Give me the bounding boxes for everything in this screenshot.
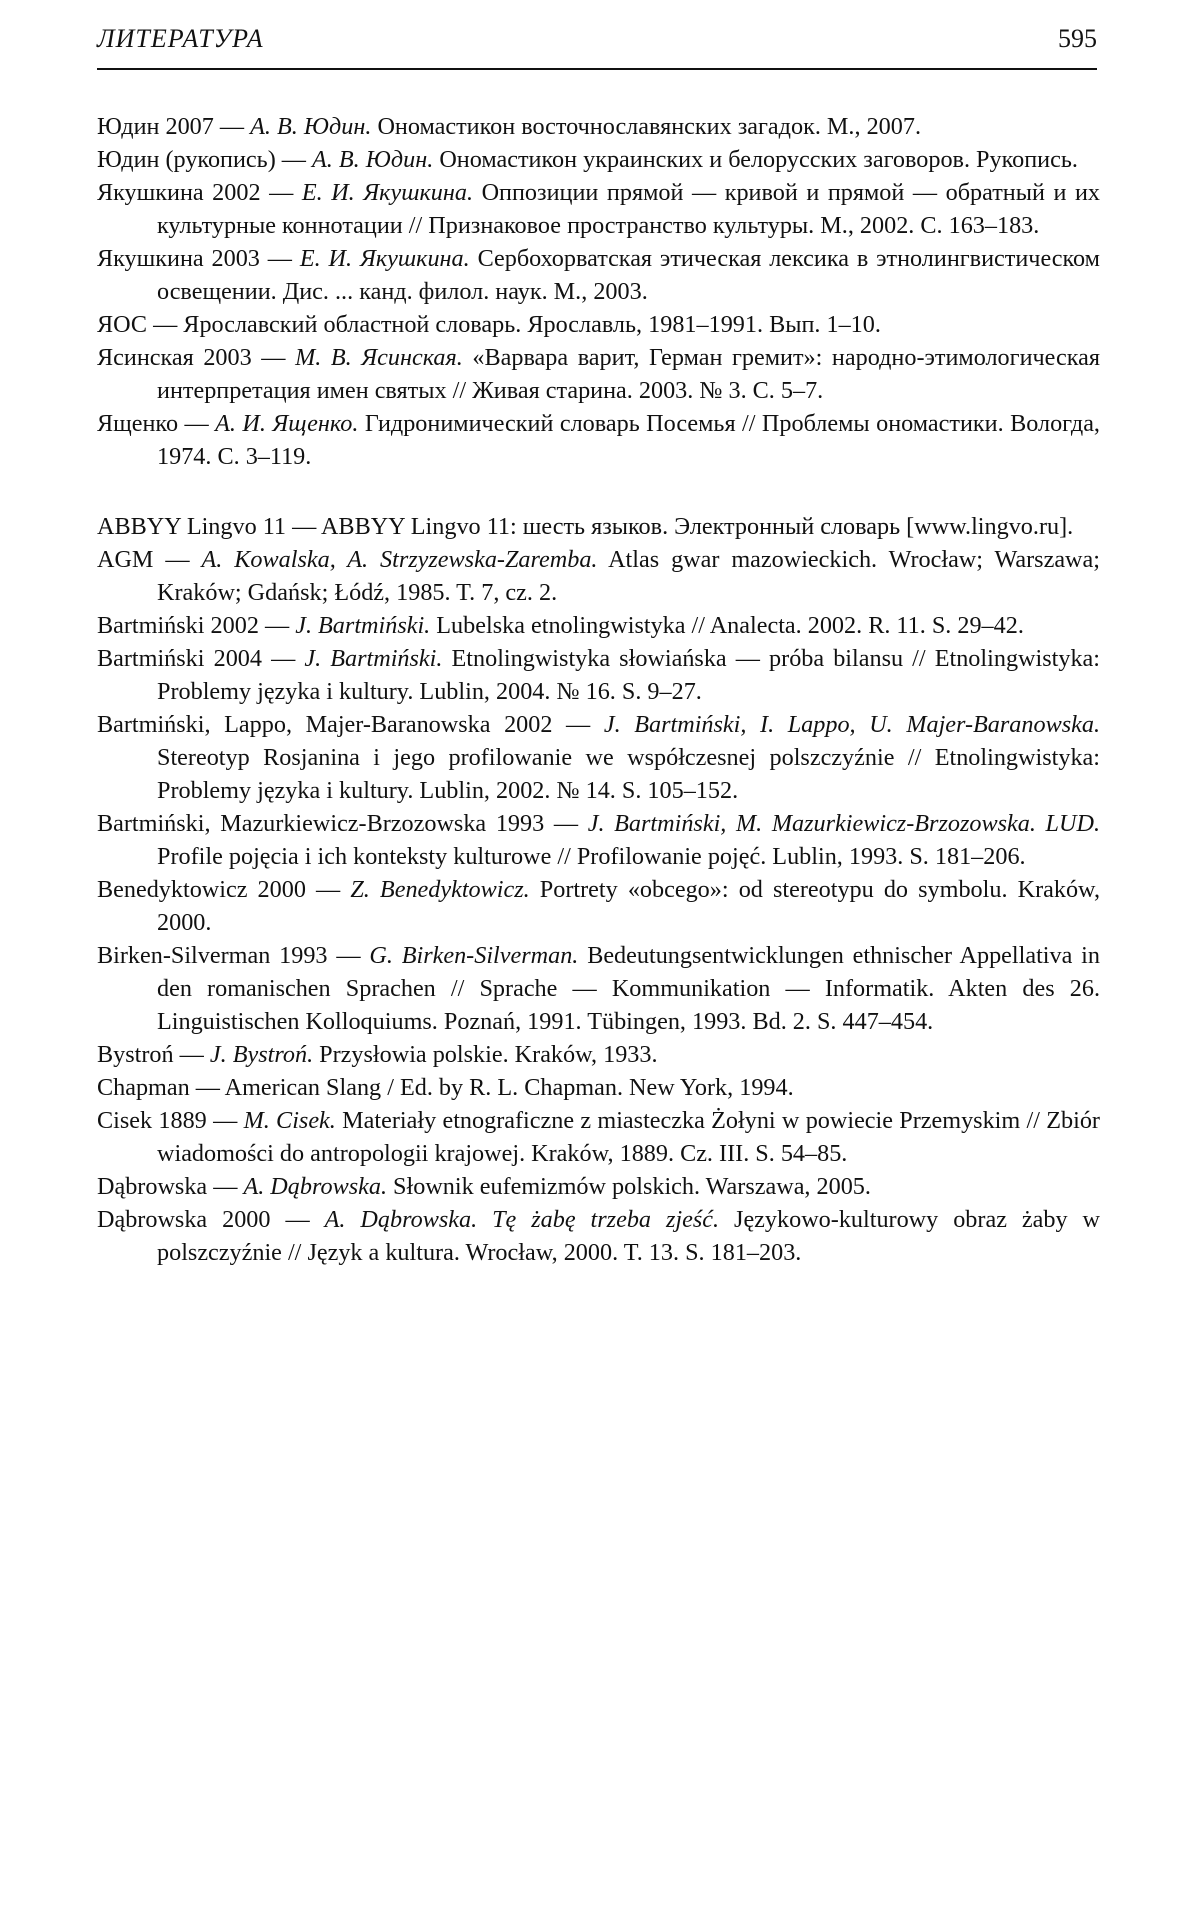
entry-text: Оппозиции прямой — кривой и прямой — обратный и их культурные коннотации // Признаковое пространство культуры. М., 2002. С. 163–183. <box>157 179 1100 239</box>
entry-author: А. И. Ященко. <box>215 410 359 437</box>
entry-author: А. В. Юдин. <box>250 113 372 140</box>
entry-text: Сербохорватская этическая лексика в этнолингвистическом освещении. Дис. ... канд. филол. наук. М., 2003. <box>157 245 1100 305</box>
bib-entry <box>97 308 1100 341</box>
entry-text: Atlas gwar mazowieckich. Wrocław; Warszawa; Kraków; Gdańsk; Łódź, 1985. T. 7, cz. 2. <box>157 546 1100 606</box>
entry-text: Przysłowia polskie. Kraków, 1933. <box>313 1041 658 1068</box>
entry-author: J. Bartmiński, I. Lappo, U. Majer-Baranowska. <box>603 711 1100 738</box>
entry-author: Z. Benedyktowicz. <box>350 876 530 903</box>
bib-entry <box>97 143 1100 176</box>
entry-author: A. Kowalska, A. Strzyzewska-Zaremba. <box>201 546 598 573</box>
entry-author: J. Bartmiński, M. Mazurkiewicz-Brzozowska. LUD. <box>587 810 1100 837</box>
entry-author: A. Dąbrowska. Tę żabę trzeba zjeść. <box>324 1206 720 1233</box>
bib-entry <box>97 642 1100 708</box>
entry-key: Benedyktowicz 2000 — <box>97 876 351 903</box>
entry-text: Гидронимический словарь Посемья // Проблемы ономастики. Вологда, 1974. С. 3–119. <box>157 410 1100 470</box>
header-rule <box>97 68 1097 70</box>
entry-author: М. В. Ясинская. <box>295 344 463 371</box>
bib-entry <box>97 939 1100 1038</box>
entry-key: Юдин (рукопись) — <box>97 146 313 173</box>
running-title: ЛИТЕРАТУРА <box>97 24 264 53</box>
bib-entry <box>97 1203 1100 1269</box>
bib-entry <box>97 873 1100 939</box>
bib-entry <box>97 1104 1100 1170</box>
entry-key: Якушкина 2002 — <box>97 179 302 206</box>
entry-author: А. В. Юдин. <box>312 146 434 173</box>
entry-key: Dąbrowska — <box>97 1173 244 1200</box>
bib-entry <box>97 110 1100 143</box>
entry-author: J. Bartmiński. <box>295 612 431 639</box>
page-number: 595 <box>1058 24 1097 53</box>
entry-author: J. Bartmiński. <box>304 645 443 672</box>
entry-text: Etnolingwistyka słowiańska — próba bilansu // Etnolingwistyka: Problemy języka i kultury. Lublin, 2004. № 16. S. 9–27. <box>157 645 1100 705</box>
entry-text: Portrety «obcego»: od stereotypu do symbolu. Kraków, 2000. <box>157 876 1100 936</box>
entry-key: Bystroń — <box>97 1041 210 1068</box>
entry-key: AGM — <box>97 546 202 573</box>
entry-text: Bedeutungsentwicklungen ethnischer Appellativa in den romanischen Sprachen // Sprache — Kommunikation — Informatik. Akten des 26. Linguistischen Kolloquiums. Poznań, 1991. Tübingen, 1993. Bd. 2. S. 447–454. <box>157 942 1100 1035</box>
bib-entry <box>97 609 1100 642</box>
entry-text: Słownik eufemizmów polskich. Warszawa, 2005. <box>387 1173 871 1200</box>
entry-author: M. Cisek. <box>243 1107 336 1134</box>
page-header <box>97 24 1097 78</box>
entry-text: Językowo-kulturowy obraz żaby w polszczyźnie // Język a kultura. Wrocław, 2000. T. 13. S. 181–203. <box>157 1206 1100 1266</box>
bib-entry <box>97 708 1100 807</box>
bib-entry <box>97 407 1100 473</box>
entry-text: «Варвара варит, Герман гремит»: народно-этимологическая интерпретация имен святых // Живая старина. 2003. № 3. С. 5–7. <box>157 344 1100 404</box>
entry-text: Profile pojęcia i ich konteksty kulturowe // Profilowanie pojęć. Lublin, 1993. S. 181–206. <box>157 843 1026 870</box>
entry-author: J. Bystroń. <box>209 1041 314 1068</box>
entry-key: ЯОС — Ярославский областной словарь. Ярославль, 1981–1991. Вып. 1–10. <box>97 311 881 338</box>
entry-key: Bartmiński 2002 — <box>97 612 296 639</box>
bib-entry <box>97 176 1100 242</box>
entry-text: Lubelska etnolingwistyka // Analecta. 2002. R. 11. S. 29–42. <box>430 612 1024 639</box>
entry-author: G. Birken-Silverman. <box>369 942 579 969</box>
entry-text: Stereotyp Rosjanina i jego profilowanie we współczesnej polszczyźnie // Etnolingwistyka: Problemy języka i kultury. Lublin, 2002. № 14. S. 105–152. <box>157 744 1100 804</box>
entry-key: Ясинская 2003 — <box>97 344 296 371</box>
entry-key: Birken-Silverman 1993 — <box>97 942 370 969</box>
section-spacer <box>97 473 1100 510</box>
entry-key: Юдин 2007 — <box>97 113 251 140</box>
entry-key: ABBYY Lingvo 11 — ABBYY Lingvo 11: шесть языков. Электронный словарь [www.lingvo.ru]. <box>97 513 1074 540</box>
bib-entry <box>97 1038 1100 1071</box>
entry-text: Ономастикон восточнославянских загадок. М., 2007. <box>371 113 921 140</box>
entry-author: Е. И. Якушкина. <box>301 179 474 206</box>
bib-entry <box>97 1170 1100 1203</box>
bib-entry <box>97 242 1100 308</box>
bib-entry <box>97 510 1100 543</box>
entry-key: Ященко — <box>97 410 216 437</box>
entry-key: Якушкина 2003 — <box>97 245 300 272</box>
entry-key: Bartmiński 2004 — <box>97 645 305 672</box>
bib-entry <box>97 1071 1100 1104</box>
entry-key: Bartmiński, Lappo, Majer-Baranowska 2002 — <box>97 711 604 738</box>
entry-key: Chapman — American Slang / Ed. by R. L. Chapman. New York, 1994. <box>97 1074 794 1101</box>
entry-key: Bartmiński, Mazurkiewicz-Brzozowska 1993 — <box>97 810 588 837</box>
bib-entry <box>97 807 1100 873</box>
bib-entry <box>97 543 1100 609</box>
bibliography-list <box>97 110 1100 1269</box>
entry-text: Materiały etnograficzne z miasteczka Żołyni w powiecie Przemyskim // Zbiór wiadomości do antropologii krajowej. Kraków, 1889. Cz. III. S. 54–85. <box>157 1107 1100 1167</box>
entry-key: Cisek 1889 — <box>97 1107 244 1134</box>
entry-author: Е. И. Якушкина. <box>299 245 470 272</box>
bib-entry <box>97 341 1100 407</box>
entry-key: Dąbrowska 2000 — <box>97 1206 325 1233</box>
entry-text: Ономастикон украинских и белорусских заговоров. Рукопись. <box>433 146 1078 173</box>
entry-author: A. Dąbrowska. <box>243 1173 387 1200</box>
